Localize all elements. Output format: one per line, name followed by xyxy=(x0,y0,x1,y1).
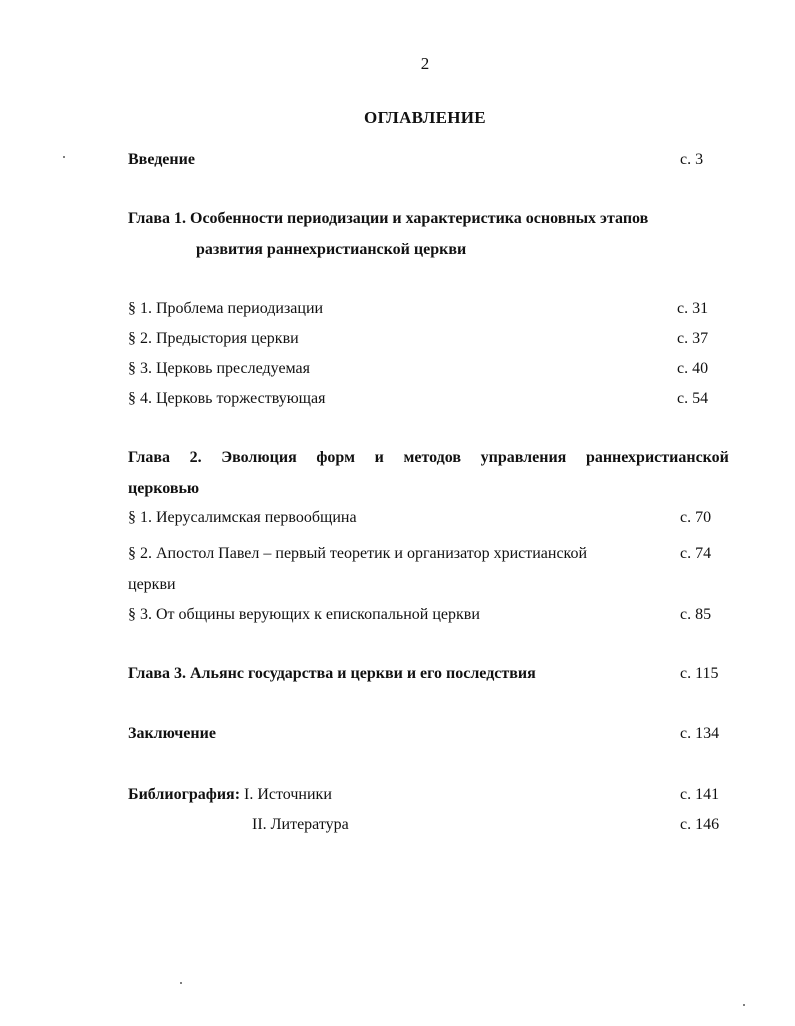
chapter2-word: 2. xyxy=(189,449,202,466)
chapter1-section-3[interactable]: § 3. Церковь преследуемая xyxy=(128,360,311,377)
chapter2-section-1[interactable]: § 1. Иерусалимская первообщина xyxy=(128,509,357,526)
chapter2-section-3-page: с. 85 xyxy=(680,606,712,623)
chapter2-word: и xyxy=(374,449,384,466)
bibliography-literature-label[interactable]: II. Литература xyxy=(252,816,349,833)
chapter1-title-line1[interactable]: Глава 1. Особенности периодизации и характеристика основных этапов xyxy=(128,210,649,227)
chapter1-title-line2[interactable]: развития раннехристианской церкви xyxy=(196,241,467,258)
chapter2-title-line1[interactable] xyxy=(128,448,729,468)
chapter3-page: с. 115 xyxy=(680,665,719,682)
chapter2-section-2-continued[interactable]: церкви xyxy=(128,576,176,593)
toc-title: ОГЛАВЛЕНИЕ xyxy=(364,108,486,127)
chapter1-section-1-page: с. 31 xyxy=(677,300,709,317)
chapter2-section-1-page: с. 70 xyxy=(680,509,712,526)
chapter1-section-3-page: с. 40 xyxy=(677,360,709,377)
bibliography-label: Библиография: xyxy=(128,786,241,803)
chapter2-section-2[interactable]: § 2. Апостол Павел – первый теоретик и организатор христианской xyxy=(128,545,588,562)
intro-label[interactable]: Введение xyxy=(128,151,195,168)
chapter2-section-2-page: с. 74 xyxy=(680,545,712,562)
chapter2-word: управления xyxy=(480,449,567,466)
chapter3-title[interactable]: Глава 3. Альянс государства и церкви и его последствия xyxy=(128,665,536,682)
chapter2-title-line2[interactable]: церковью xyxy=(128,480,200,497)
conclusion-label[interactable]: Заключение xyxy=(128,725,216,742)
scan-speck xyxy=(743,1004,745,1006)
chapter1-section-2[interactable]: § 2. Предыстория церкви xyxy=(128,330,299,347)
chapter2-word: форм xyxy=(316,449,355,466)
bibliography-line-1[interactable] xyxy=(128,785,332,805)
chapter2-word: Глава xyxy=(128,449,170,466)
scan-speck xyxy=(63,156,65,158)
chapter1-section-4[interactable]: § 4. Церковь торжествующая xyxy=(128,390,326,407)
scan-speck xyxy=(180,982,182,984)
chapter1-section-2-page: с. 37 xyxy=(677,330,709,347)
bibliography-sources-page: с. 141 xyxy=(680,786,720,803)
chapter2-section-3[interactable]: § 3. От общины верующих к епископальной церкви xyxy=(128,606,480,623)
chapter2-word: методов xyxy=(403,449,461,466)
page-number: 2 xyxy=(420,54,430,73)
chapter1-section-1[interactable]: § 1. Проблема периодизации xyxy=(128,300,324,317)
intro-page: с. 3 xyxy=(680,151,704,168)
conclusion-page: с. 134 xyxy=(680,725,720,742)
bibliography-sources-label: I. Источники xyxy=(244,786,332,803)
bibliography-literature-page: с. 146 xyxy=(680,816,720,833)
chapter1-section-4-page: с. 54 xyxy=(677,390,709,407)
chapter2-word: раннехристианской xyxy=(585,449,729,466)
chapter2-word: Эволюция xyxy=(221,449,297,466)
